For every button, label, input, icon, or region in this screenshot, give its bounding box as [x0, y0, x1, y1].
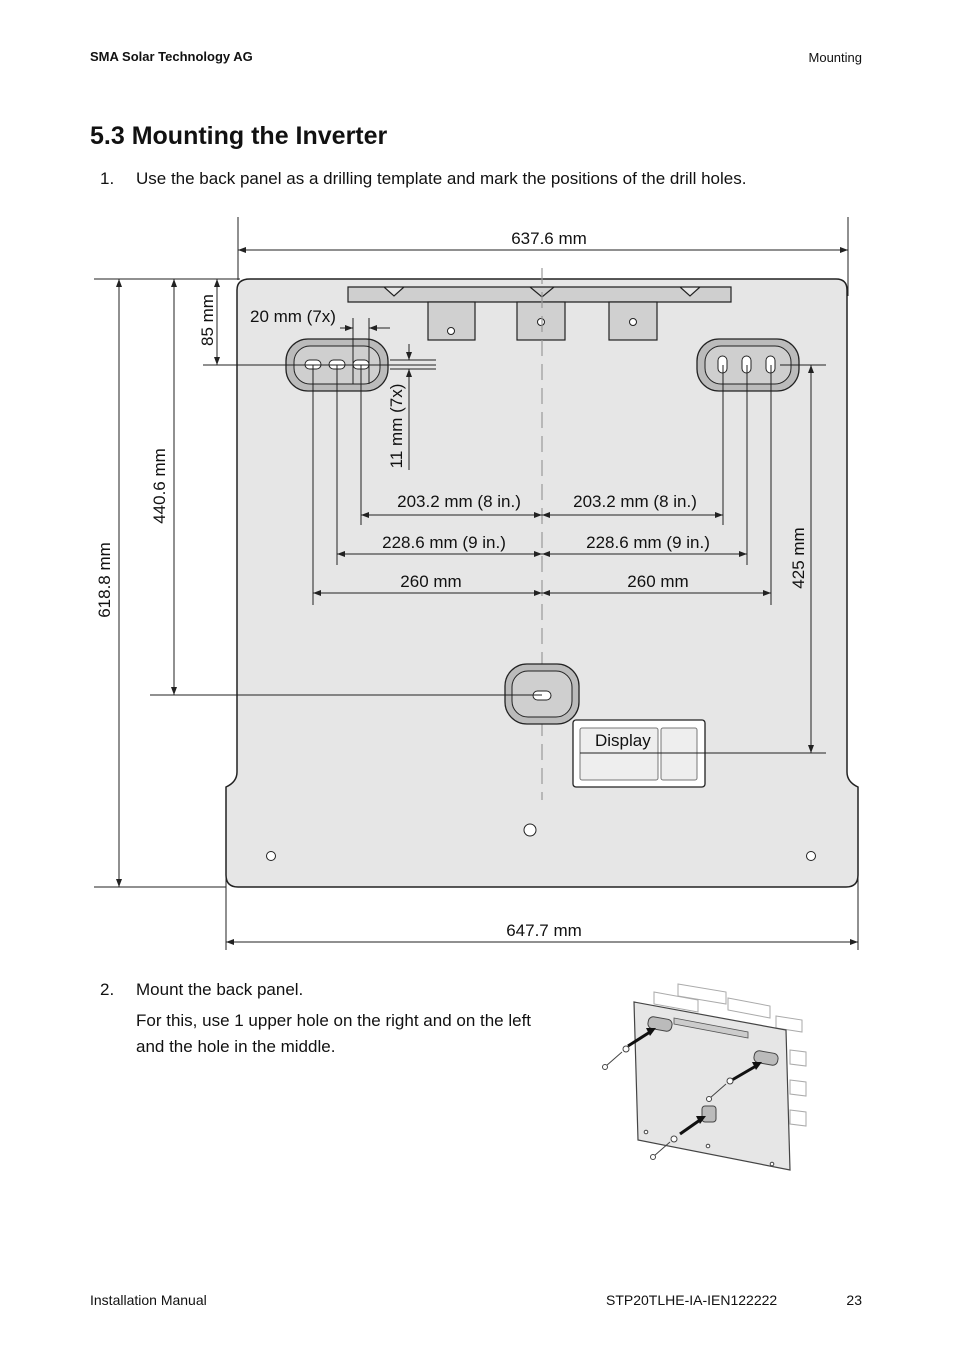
- footer-page-number: 23: [846, 1292, 862, 1308]
- mounting-illustration: [598, 980, 808, 1185]
- page-title: 5.3 Mounting the Inverter: [90, 122, 388, 150]
- dim-228-right: 228.6 mm (9 in.): [586, 533, 710, 552]
- dim-slot-height: 11 mm (7x): [387, 383, 406, 469]
- dim-203-right: 203.2 mm (8 in.): [573, 492, 697, 511]
- dim-228-left: 228.6 mm (9 in.): [382, 533, 506, 552]
- dim-slot-width: 20 mm (7x): [250, 307, 336, 326]
- step-1-text: Use the back panel as a drilling template and mark the positions of the drill holes.: [136, 169, 747, 188]
- dim-width-bottom: 647.7 mm: [506, 921, 582, 940]
- step-2-number: 2.: [100, 980, 115, 999]
- header-company: SMA Solar Technology AG: [90, 49, 253, 64]
- dim-203-left: 203.2 mm (8 in.): [397, 492, 521, 511]
- step-1-number: 1.: [100, 169, 115, 188]
- dim-260-left: 260 mm: [400, 572, 462, 591]
- step-2-text: Mount the back panel.: [136, 980, 304, 999]
- dim-height-middle: 440.6 mm: [150, 448, 169, 524]
- footer-manual: Installation Manual: [90, 1292, 207, 1308]
- dim-width-top: 637.6 mm: [511, 229, 587, 248]
- display-label: Display: [595, 731, 651, 750]
- header-section: Mounting: [808, 50, 862, 65]
- footer-doc-id: STP20TLHE-IA-IEN122222: [606, 1292, 778, 1308]
- dim-height-display: 425 mm: [789, 527, 808, 589]
- dim-260-right: 260 mm: [627, 572, 689, 591]
- step-2-detail: For this, use 1 upper hole on the right and on the left and the hole in the middle.: [136, 1011, 532, 1056]
- dim-top-offset: 85 mm: [198, 294, 217, 346]
- middle-hole: [505, 664, 579, 724]
- dim-height-total: 618.8 mm: [95, 542, 114, 618]
